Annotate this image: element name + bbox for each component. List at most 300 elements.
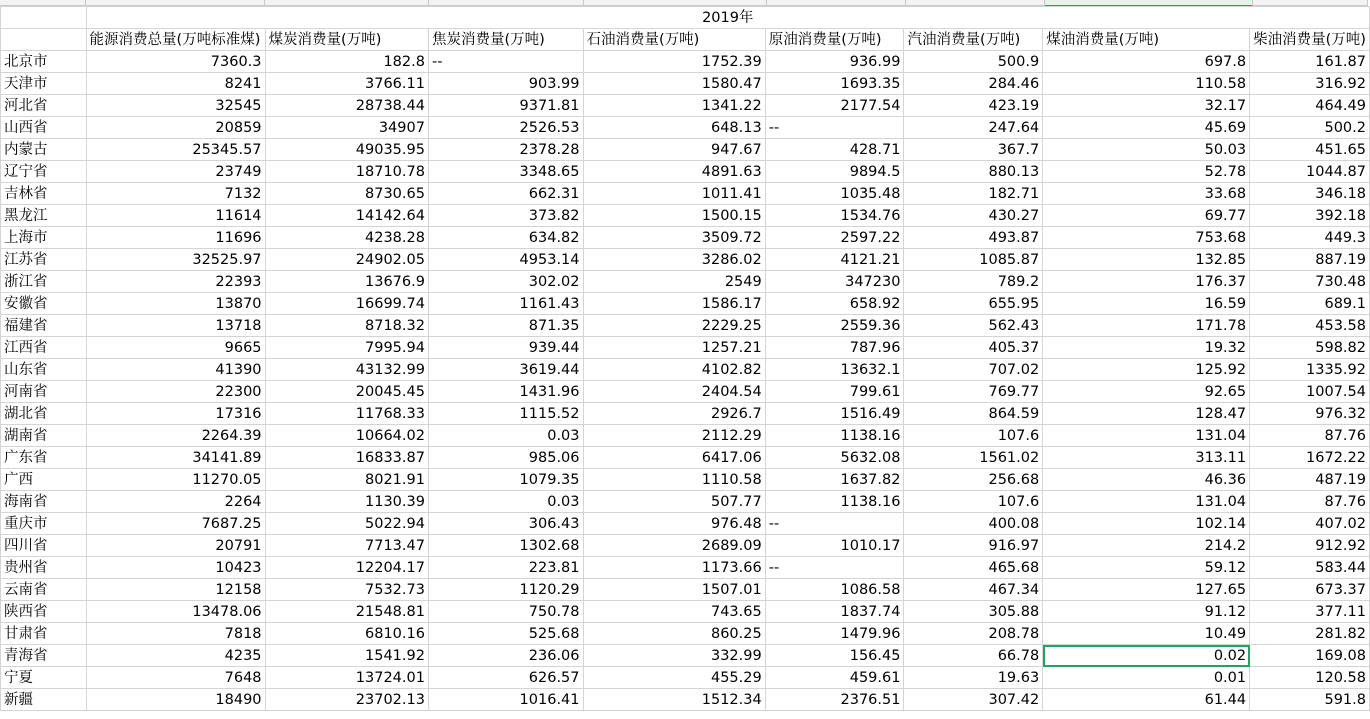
value-cell[interactable]: 3286.02 bbox=[583, 249, 765, 271]
value-cell[interactable]: 313.11 bbox=[1043, 447, 1250, 469]
value-cell[interactable]: 5022.94 bbox=[265, 513, 428, 535]
value-cell[interactable]: 787.96 bbox=[765, 337, 904, 359]
region-cell[interactable]: 陕西省 bbox=[1, 601, 87, 623]
value-cell[interactable]: 13632.1 bbox=[765, 359, 904, 381]
value-cell[interactable]: 939.44 bbox=[428, 337, 583, 359]
value-cell[interactable]: 4953.14 bbox=[428, 249, 583, 271]
region-cell[interactable]: 天津市 bbox=[1, 73, 87, 95]
value-cell[interactable]: 500.2 bbox=[1250, 117, 1370, 139]
value-cell[interactable]: 799.61 bbox=[765, 381, 904, 403]
region-cell[interactable]: 山东省 bbox=[1, 359, 87, 381]
value-cell[interactable]: 131.04 bbox=[1043, 491, 1250, 513]
value-cell[interactable]: 8718.32 bbox=[265, 315, 428, 337]
value-cell[interactable]: 20791 bbox=[86, 535, 265, 557]
value-cell[interactable]: 1110.58 bbox=[583, 469, 765, 491]
value-cell[interactable]: 2549 bbox=[583, 271, 765, 293]
value-cell[interactable]: 887.19 bbox=[1250, 249, 1370, 271]
value-cell[interactable]: 256.68 bbox=[904, 469, 1043, 491]
value-cell[interactable]: 936.99 bbox=[765, 51, 904, 73]
region-cell[interactable]: 广西 bbox=[1, 469, 87, 491]
value-cell[interactable]: 2378.28 bbox=[428, 139, 583, 161]
value-cell[interactable]: 626.57 bbox=[428, 667, 583, 689]
value-cell[interactable]: 10423 bbox=[86, 557, 265, 579]
value-cell[interactable]: 33.68 bbox=[1043, 183, 1250, 205]
value-cell[interactable]: 8021.91 bbox=[265, 469, 428, 491]
column-header-cell[interactable]: 原油消费量(万吨) bbox=[765, 29, 904, 51]
value-cell[interactable]: 21548.81 bbox=[265, 601, 428, 623]
value-cell[interactable]: 455.29 bbox=[583, 667, 765, 689]
value-cell[interactable]: 1138.16 bbox=[765, 491, 904, 513]
value-cell[interactable]: 1500.15 bbox=[583, 205, 765, 227]
table-row bbox=[1, 73, 1370, 95]
value-cell[interactable]: 1837.74 bbox=[765, 601, 904, 623]
value-cell[interactable]: 1086.58 bbox=[765, 579, 904, 601]
value-cell[interactable]: 1010.17 bbox=[765, 535, 904, 557]
value-cell[interactable]: 1479.96 bbox=[765, 623, 904, 645]
region-cell[interactable]: 湖南省 bbox=[1, 425, 87, 447]
value-cell[interactable]: 46.36 bbox=[1043, 469, 1250, 491]
value-cell[interactable]: 22393 bbox=[86, 271, 265, 293]
value-cell[interactable]: 169.08 bbox=[1250, 645, 1370, 667]
region-cell[interactable]: 贵州省 bbox=[1, 557, 87, 579]
value-cell[interactable]: 3509.72 bbox=[583, 227, 765, 249]
value-cell[interactable]: 697.8 bbox=[1043, 51, 1250, 73]
value-cell[interactable]: 306.43 bbox=[428, 513, 583, 535]
value-cell[interactable]: 753.68 bbox=[1043, 227, 1250, 249]
column-header-cell[interactable]: 能源消费总量(万吨标准煤) bbox=[86, 29, 265, 51]
table-row bbox=[1, 183, 1370, 205]
value-cell[interactable]: 87.76 bbox=[1250, 425, 1370, 447]
value-cell[interactable]: 428.71 bbox=[765, 139, 904, 161]
region-cell[interactable]: 广东省 bbox=[1, 447, 87, 469]
region-cell[interactable]: 北京市 bbox=[1, 51, 87, 73]
value-cell[interactable]: 182.71 bbox=[904, 183, 1043, 205]
value-cell[interactable]: 346.18 bbox=[1250, 183, 1370, 205]
value-cell[interactable]: 45.69 bbox=[1043, 117, 1250, 139]
value-cell[interactable]: 2404.54 bbox=[583, 381, 765, 403]
value-cell[interactable]: 7713.47 bbox=[265, 535, 428, 557]
value-cell[interactable]: 7818 bbox=[86, 623, 265, 645]
value-cell[interactable]: 3766.11 bbox=[265, 73, 428, 95]
value-cell[interactable]: 11768.33 bbox=[265, 403, 428, 425]
value-cell[interactable]: 12158 bbox=[86, 579, 265, 601]
value-cell[interactable]: 127.65 bbox=[1043, 579, 1250, 601]
value-cell[interactable]: 171.78 bbox=[1043, 315, 1250, 337]
year-header-row bbox=[1, 7, 1370, 29]
column-header-cell[interactable]: 石油消费量(万吨) bbox=[583, 29, 765, 51]
region-cell[interactable]: 上海市 bbox=[1, 227, 87, 249]
value-cell[interactable]: 4102.82 bbox=[583, 359, 765, 381]
value-cell[interactable]: 223.81 bbox=[428, 557, 583, 579]
region-cell[interactable]: 内蒙古 bbox=[1, 139, 87, 161]
value-cell[interactable]: 120.58 bbox=[1250, 667, 1370, 689]
value-cell[interactable]: 562.43 bbox=[904, 315, 1043, 337]
table-row bbox=[1, 359, 1370, 381]
region-cell[interactable]: 重庆市 bbox=[1, 513, 87, 535]
value-cell[interactable]: 525.68 bbox=[428, 623, 583, 645]
value-cell[interactable]: 430.27 bbox=[904, 205, 1043, 227]
region-cell[interactable]: 河北省 bbox=[1, 95, 87, 117]
value-cell[interactable]: 464.49 bbox=[1250, 95, 1370, 117]
value-cell[interactable]: 689.1 bbox=[1250, 293, 1370, 315]
value-cell[interactable]: 2376.51 bbox=[765, 689, 904, 711]
value-cell[interactable]: 131.04 bbox=[1043, 425, 1250, 447]
value-cell[interactable]: 1431.96 bbox=[428, 381, 583, 403]
value-cell[interactable]: 916.97 bbox=[904, 535, 1043, 557]
value-cell[interactable]: 912.92 bbox=[1250, 535, 1370, 557]
value-cell[interactable]: 132.85 bbox=[1043, 249, 1250, 271]
value-cell[interactable]: 662.31 bbox=[428, 183, 583, 205]
value-cell[interactable]: 903.99 bbox=[428, 73, 583, 95]
value-cell[interactable]: 3619.44 bbox=[428, 359, 583, 381]
value-cell[interactable]: 4891.63 bbox=[583, 161, 765, 183]
value-cell[interactable]: 19.32 bbox=[1043, 337, 1250, 359]
value-cell[interactable]: 1541.92 bbox=[265, 645, 428, 667]
value-cell[interactable]: -- bbox=[765, 117, 904, 139]
value-cell[interactable]: 1341.22 bbox=[583, 95, 765, 117]
value-cell[interactable]: 1586.17 bbox=[583, 293, 765, 315]
table-row bbox=[1, 689, 1370, 711]
value-cell[interactable]: 34907 bbox=[265, 117, 428, 139]
value-cell[interactable]: 1079.35 bbox=[428, 469, 583, 491]
value-cell[interactable]: 1752.39 bbox=[583, 51, 765, 73]
value-cell[interactable]: 50.03 bbox=[1043, 139, 1250, 161]
value-cell[interactable]: 658.92 bbox=[765, 293, 904, 315]
value-cell[interactable]: 451.65 bbox=[1250, 139, 1370, 161]
value-cell[interactable]: 2177.54 bbox=[765, 95, 904, 117]
value-cell[interactable]: 769.77 bbox=[904, 381, 1043, 403]
region-cell[interactable]: 青海省 bbox=[1, 645, 87, 667]
value-cell[interactable]: 3348.65 bbox=[428, 161, 583, 183]
value-cell[interactable]: 1044.87 bbox=[1250, 161, 1370, 183]
value-cell[interactable]: 13676.9 bbox=[265, 271, 428, 293]
value-cell[interactable]: 1534.76 bbox=[765, 205, 904, 227]
value-cell[interactable]: 11696 bbox=[86, 227, 265, 249]
value-cell[interactable]: 347230 bbox=[765, 271, 904, 293]
value-cell[interactable]: 864.59 bbox=[904, 403, 1043, 425]
value-cell[interactable]: 28738.44 bbox=[265, 95, 428, 117]
value-cell[interactable]: 1335.92 bbox=[1250, 359, 1370, 381]
table-row bbox=[1, 425, 1370, 447]
region-cell[interactable]: 河南省 bbox=[1, 381, 87, 403]
value-cell[interactable]: 32545 bbox=[86, 95, 265, 117]
value-cell[interactable]: 7532.73 bbox=[265, 579, 428, 601]
value-cell[interactable]: 880.13 bbox=[904, 161, 1043, 183]
value-cell[interactable]: 860.25 bbox=[583, 623, 765, 645]
value-cell[interactable]: 1672.22 bbox=[1250, 447, 1370, 469]
value-cell[interactable]: 281.82 bbox=[1250, 623, 1370, 645]
value-cell[interactable]: 9371.81 bbox=[428, 95, 583, 117]
table-row bbox=[1, 557, 1370, 579]
value-cell[interactable]: 34141.89 bbox=[86, 447, 265, 469]
value-cell[interactable]: 156.45 bbox=[765, 645, 904, 667]
selected-cell[interactable]: 0.02 bbox=[1043, 645, 1250, 667]
value-cell[interactable]: 400.08 bbox=[904, 513, 1043, 535]
value-cell[interactable]: 4235 bbox=[86, 645, 265, 667]
value-cell[interactable]: 110.58 bbox=[1043, 73, 1250, 95]
value-cell[interactable]: 69.77 bbox=[1043, 205, 1250, 227]
value-cell[interactable]: 405.37 bbox=[904, 337, 1043, 359]
value-cell[interactable]: 377.11 bbox=[1250, 601, 1370, 623]
value-cell[interactable]: 673.37 bbox=[1250, 579, 1370, 601]
value-cell[interactable]: 1637.82 bbox=[765, 469, 904, 491]
value-cell[interactable]: 23749 bbox=[86, 161, 265, 183]
value-cell[interactable]: 13724.01 bbox=[265, 667, 428, 689]
value-cell[interactable]: 591.8 bbox=[1250, 689, 1370, 711]
value-cell[interactable]: 32525.97 bbox=[86, 249, 265, 271]
value-cell[interactable]: 52.78 bbox=[1043, 161, 1250, 183]
table-row bbox=[1, 469, 1370, 491]
value-cell[interactable]: 13870 bbox=[86, 293, 265, 315]
region-cell[interactable]: 山西省 bbox=[1, 117, 87, 139]
region-cell[interactable]: 宁夏 bbox=[1, 667, 87, 689]
value-cell[interactable]: 16.59 bbox=[1043, 293, 1250, 315]
value-cell[interactable]: 66.78 bbox=[904, 645, 1043, 667]
value-cell[interactable]: -- bbox=[765, 557, 904, 579]
region-cell[interactable]: 云南省 bbox=[1, 579, 87, 601]
value-cell[interactable]: 19.63 bbox=[904, 667, 1043, 689]
region-cell[interactable]: 安徽省 bbox=[1, 293, 87, 315]
value-cell[interactable]: 25345.57 bbox=[86, 139, 265, 161]
value-cell[interactable]: 465.68 bbox=[904, 557, 1043, 579]
value-cell[interactable]: 493.87 bbox=[904, 227, 1043, 249]
value-cell[interactable]: 7687.25 bbox=[86, 513, 265, 535]
table-row bbox=[1, 601, 1370, 623]
table-row bbox=[1, 579, 1370, 601]
value-cell[interactable]: 1512.34 bbox=[583, 689, 765, 711]
value-cell[interactable]: 92.65 bbox=[1043, 381, 1250, 403]
value-cell[interactable]: 1007.54 bbox=[1250, 381, 1370, 403]
value-cell[interactable]: 305.88 bbox=[904, 601, 1043, 623]
value-cell[interactable]: 2926.7 bbox=[583, 403, 765, 425]
value-cell[interactable]: 583.44 bbox=[1250, 557, 1370, 579]
value-cell[interactable]: 707.02 bbox=[904, 359, 1043, 381]
table-row bbox=[1, 117, 1370, 139]
value-cell[interactable]: 1016.41 bbox=[428, 689, 583, 711]
value-cell[interactable]: 976.32 bbox=[1250, 403, 1370, 425]
value-cell[interactable]: 102.14 bbox=[1043, 513, 1250, 535]
value-cell[interactable]: 6810.16 bbox=[265, 623, 428, 645]
value-cell[interactable]: 43132.99 bbox=[265, 359, 428, 381]
region-cell[interactable]: 黑龙江 bbox=[1, 205, 87, 227]
value-cell[interactable]: 2597.22 bbox=[765, 227, 904, 249]
value-cell[interactable]: 453.58 bbox=[1250, 315, 1370, 337]
value-cell[interactable]: 16833.87 bbox=[265, 447, 428, 469]
value-cell[interactable]: 302.02 bbox=[428, 271, 583, 293]
region-cell[interactable]: 福建省 bbox=[1, 315, 87, 337]
data-table[interactable] bbox=[0, 6, 1370, 711]
value-cell[interactable]: 161.87 bbox=[1250, 51, 1370, 73]
value-cell[interactable]: 648.13 bbox=[583, 117, 765, 139]
region-cell[interactable]: 吉林省 bbox=[1, 183, 87, 205]
value-cell[interactable]: 13718 bbox=[86, 315, 265, 337]
value-cell[interactable]: 655.95 bbox=[904, 293, 1043, 315]
value-cell[interactable]: 14142.64 bbox=[265, 205, 428, 227]
value-cell[interactable]: 107.6 bbox=[904, 491, 1043, 513]
value-cell[interactable]: 12204.17 bbox=[265, 557, 428, 579]
value-cell[interactable]: 1507.01 bbox=[583, 579, 765, 601]
value-cell[interactable]: 5632.08 bbox=[765, 447, 904, 469]
value-cell[interactable]: 284.46 bbox=[904, 73, 1043, 95]
value-cell[interactable]: 107.6 bbox=[904, 425, 1043, 447]
table-row bbox=[1, 293, 1370, 315]
value-cell[interactable]: 4121.21 bbox=[765, 249, 904, 271]
value-cell[interactable]: 8730.65 bbox=[265, 183, 428, 205]
value-cell[interactable]: 1693.35 bbox=[765, 73, 904, 95]
value-cell[interactable]: 208.78 bbox=[904, 623, 1043, 645]
value-cell[interactable]: 214.2 bbox=[1043, 535, 1250, 557]
value-cell[interactable]: 1035.48 bbox=[765, 183, 904, 205]
region-cell[interactable]: 海南省 bbox=[1, 491, 87, 513]
region-cell[interactable]: 江西省 bbox=[1, 337, 87, 359]
column-header-cell[interactable]: 焦炭消费量(万吨) bbox=[428, 29, 583, 51]
table-row bbox=[1, 139, 1370, 161]
value-cell[interactable]: 176.37 bbox=[1043, 271, 1250, 293]
value-cell[interactable]: 4238.28 bbox=[265, 227, 428, 249]
column-header-cell[interactable]: 汽油消费量(万吨) bbox=[904, 29, 1043, 51]
region-cell[interactable]: 江苏省 bbox=[1, 249, 87, 271]
value-cell[interactable]: 1257.21 bbox=[583, 337, 765, 359]
value-cell[interactable]: 7648 bbox=[86, 667, 265, 689]
value-cell[interactable]: 87.76 bbox=[1250, 491, 1370, 513]
value-cell[interactable]: 976.48 bbox=[583, 513, 765, 535]
value-cell[interactable]: 7995.94 bbox=[265, 337, 428, 359]
value-cell[interactable]: 0.03 bbox=[428, 425, 583, 447]
column-header-cell[interactable]: 柴油消费量(万吨) bbox=[1250, 29, 1370, 51]
value-cell[interactable]: 507.77 bbox=[583, 491, 765, 513]
value-cell[interactable]: 598.82 bbox=[1250, 337, 1370, 359]
value-cell[interactable]: 2264 bbox=[86, 491, 265, 513]
value-cell[interactable]: 743.65 bbox=[583, 601, 765, 623]
value-cell[interactable]: 1138.16 bbox=[765, 425, 904, 447]
value-cell[interactable]: 1115.52 bbox=[428, 403, 583, 425]
value-cell[interactable]: 2689.09 bbox=[583, 535, 765, 557]
value-cell[interactable]: 500.9 bbox=[904, 51, 1043, 73]
value-cell[interactable]: 24902.05 bbox=[265, 249, 428, 271]
value-cell[interactable]: 367.7 bbox=[904, 139, 1043, 161]
region-cell[interactable]: 浙江省 bbox=[1, 271, 87, 293]
value-cell[interactable]: 23702.13 bbox=[265, 689, 428, 711]
value-cell[interactable]: 20045.45 bbox=[265, 381, 428, 403]
value-cell[interactable]: -- bbox=[765, 513, 904, 535]
value-cell[interactable]: 8241 bbox=[86, 73, 265, 95]
value-cell[interactable]: 41390 bbox=[86, 359, 265, 381]
value-cell[interactable]: 1085.87 bbox=[904, 249, 1043, 271]
value-cell[interactable]: 1011.41 bbox=[583, 183, 765, 205]
value-cell[interactable]: 487.19 bbox=[1250, 469, 1370, 491]
value-cell[interactable]: 32.17 bbox=[1043, 95, 1250, 117]
value-cell[interactable]: 16699.74 bbox=[265, 293, 428, 315]
value-cell[interactable]: 985.06 bbox=[428, 447, 583, 469]
value-cell[interactable]: 18710.78 bbox=[265, 161, 428, 183]
value-cell[interactable]: 22300 bbox=[86, 381, 265, 403]
value-cell[interactable]: 1580.47 bbox=[583, 73, 765, 95]
value-cell[interactable]: 0.01 bbox=[1043, 667, 1250, 689]
value-cell[interactable]: 7360.3 bbox=[86, 51, 265, 73]
region-cell[interactable]: 新疆 bbox=[1, 689, 87, 711]
value-cell[interactable]: 9894.5 bbox=[765, 161, 904, 183]
table-row bbox=[1, 271, 1370, 293]
value-cell[interactable]: 9665 bbox=[86, 337, 265, 359]
value-cell[interactable]: 634.82 bbox=[428, 227, 583, 249]
corner-cell[interactable] bbox=[1, 7, 87, 29]
value-cell[interactable]: 61.44 bbox=[1043, 689, 1250, 711]
value-cell[interactable]: 49035.95 bbox=[265, 139, 428, 161]
value-cell[interactable]: 459.61 bbox=[765, 667, 904, 689]
value-cell[interactable]: 182.8 bbox=[265, 51, 428, 73]
value-cell[interactable]: 407.02 bbox=[1250, 513, 1370, 535]
value-cell[interactable]: 730.48 bbox=[1250, 271, 1370, 293]
value-cell[interactable]: 1561.02 bbox=[904, 447, 1043, 469]
value-cell[interactable]: 0.03 bbox=[428, 491, 583, 513]
value-cell[interactable]: 18490 bbox=[86, 689, 265, 711]
value-cell[interactable]: 91.12 bbox=[1043, 601, 1250, 623]
value-cell[interactable]: 1161.43 bbox=[428, 293, 583, 315]
value-cell[interactable]: 423.19 bbox=[904, 95, 1043, 117]
table-row bbox=[1, 491, 1370, 513]
value-cell[interactable]: 2112.29 bbox=[583, 425, 765, 447]
region-cell[interactable]: 辽宁省 bbox=[1, 161, 87, 183]
value-cell[interactable]: 2229.25 bbox=[583, 315, 765, 337]
region-cell[interactable]: 甘肃省 bbox=[1, 623, 87, 645]
value-cell[interactable]: 1120.29 bbox=[428, 579, 583, 601]
region-header-cell[interactable] bbox=[1, 29, 87, 51]
value-cell[interactable]: 332.99 bbox=[583, 645, 765, 667]
value-cell[interactable]: 789.2 bbox=[904, 271, 1043, 293]
value-cell[interactable]: 1130.39 bbox=[265, 491, 428, 513]
value-cell[interactable]: 11270.05 bbox=[86, 469, 265, 491]
value-cell[interactable]: 373.82 bbox=[428, 205, 583, 227]
value-cell[interactable]: 59.12 bbox=[1043, 557, 1250, 579]
table-row bbox=[1, 645, 1370, 667]
value-cell[interactable]: 2526.53 bbox=[428, 117, 583, 139]
value-cell[interactable]: -- bbox=[428, 51, 583, 73]
value-cell[interactable]: 20859 bbox=[86, 117, 265, 139]
column-header-cell[interactable]: 煤炭消费量(万吨) bbox=[265, 29, 428, 51]
value-cell[interactable]: 1516.49 bbox=[765, 403, 904, 425]
value-cell[interactable]: 236.06 bbox=[428, 645, 583, 667]
table-row bbox=[1, 513, 1370, 535]
value-cell[interactable]: 13478.06 bbox=[86, 601, 265, 623]
value-cell[interactable]: 1302.68 bbox=[428, 535, 583, 557]
column-header-cell[interactable]: 煤油消费量(万吨) bbox=[1043, 29, 1250, 51]
region-cell[interactable]: 四川省 bbox=[1, 535, 87, 557]
value-cell[interactable]: 10.49 bbox=[1043, 623, 1250, 645]
column-header-row bbox=[1, 29, 1370, 51]
value-cell[interactable]: 11614 bbox=[86, 205, 265, 227]
value-cell[interactable]: 17316 bbox=[86, 403, 265, 425]
value-cell[interactable]: 316.92 bbox=[1250, 73, 1370, 95]
region-cell[interactable]: 湖北省 bbox=[1, 403, 87, 425]
value-cell[interactable]: 392.18 bbox=[1250, 205, 1370, 227]
value-cell[interactable]: 1173.66 bbox=[583, 557, 765, 579]
value-cell[interactable]: 6417.06 bbox=[583, 447, 765, 469]
value-cell[interactable]: 467.34 bbox=[904, 579, 1043, 601]
value-cell[interactable]: 307.42 bbox=[904, 689, 1043, 711]
value-cell[interactable]: 2559.36 bbox=[765, 315, 904, 337]
value-cell[interactable]: 125.92 bbox=[1043, 359, 1250, 381]
value-cell[interactable]: 247.64 bbox=[904, 117, 1043, 139]
value-cell[interactable]: 128.47 bbox=[1043, 403, 1250, 425]
value-cell[interactable]: 449.3 bbox=[1250, 227, 1370, 249]
value-cell[interactable]: 750.78 bbox=[428, 601, 583, 623]
value-cell[interactable]: 947.67 bbox=[583, 139, 765, 161]
year-header-cell[interactable]: 2019年 bbox=[86, 7, 1369, 29]
value-cell[interactable]: 871.35 bbox=[428, 315, 583, 337]
value-cell[interactable]: 2264.39 bbox=[86, 425, 265, 447]
value-cell[interactable]: 7132 bbox=[86, 183, 265, 205]
value-cell[interactable]: 10664.02 bbox=[265, 425, 428, 447]
